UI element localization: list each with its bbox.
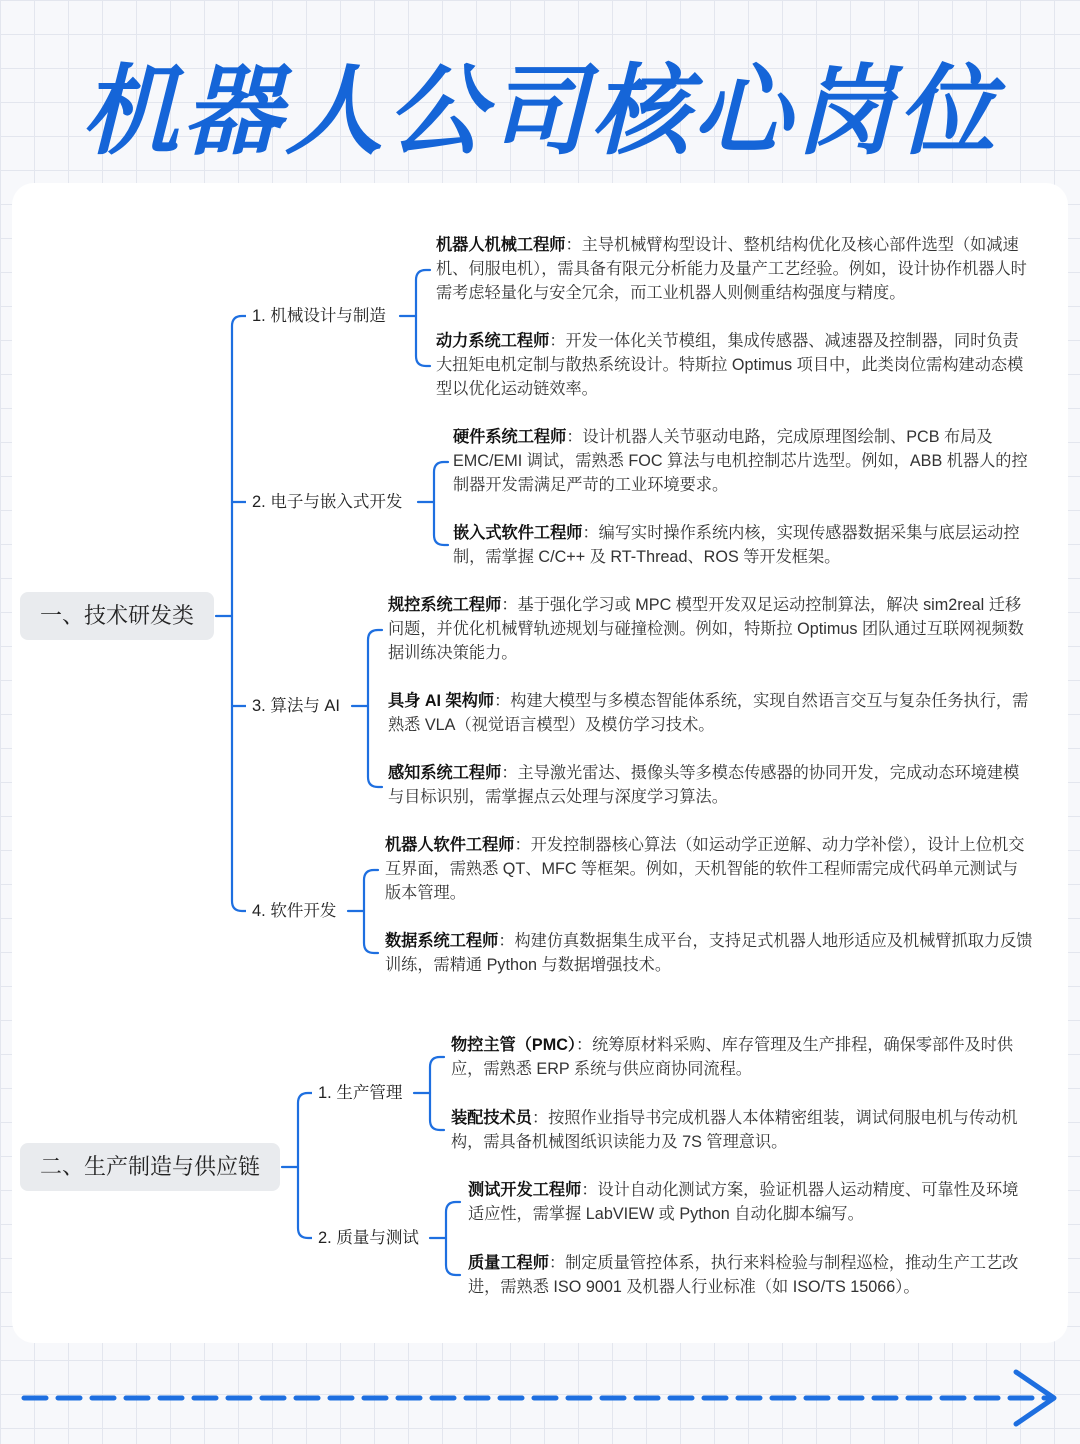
role-quality-engineer: 质量工程师：制定质量管控体系，执行来料检验与制程巡检，推动生产工艺改进，需熟悉 ISO 9001 及机器人行业标准（如 ISO/TS 15066）。: [468, 1254, 1019, 1296]
role-data-system-engineer: 数据系统工程师：构建仿真数据集生成平台，支持足式机器人地形适应及机械臂抓取力反馈训练，需精通 Python 与数据增强技术。: [385, 932, 1033, 974]
role-embodied-ai-architect: 具身 AI 架构师：构建大模型与多模态智能体系统，实现自然语言交互与复杂任务执行，需熟悉 VLA（视觉语言模型）及模仿学习技术。: [388, 692, 1029, 734]
role-robot-software-engineer: 机器人软件工程师：开发控制器核心算法（如运动学正逆解、动力学补偿），设计上位机交互界面，需熟悉 QT、MFC 等框架。例如，天机智能的软件工程师需完成代码单元测试与版本管理。: [385, 836, 1025, 902]
role-test-dev-engineer: 测试开发工程师：设计自动化测试方案，验证机器人运动精度、可靠性及环境适应性，需掌握 LabVIEW 或 Python 自动化脚本编写。: [468, 1181, 1019, 1223]
role-embedded-software-engineer: 嵌入式软件工程师：编写实时操作系统内核，实现传感器数据采集与底层运动控制，需掌握 C/C++ 及 RT-Thread、ROS 等开发框架。: [453, 524, 1020, 566]
role-assembly-technician: 装配技术员：按照作业指导书完成机器人本体精密组装，调试伺服电机与传动机构，需具备机械图纸识读能力及 7S 管理意识。: [451, 1109, 1018, 1151]
sub-electronics-embedded: 2. 电子与嵌入式开发: [246, 490, 408, 514]
role-planning-control-engineer: 规控系统工程师：基于强化学习或 MPC 模型开发双足运动控制算法，解决 sim2real 迁移问题，并优化机械臂轨迹规划与碰撞检测。例如，特斯拉 Optimus 团队通过互联网视频数据训练决策能力。: [388, 596, 1024, 662]
category-manufacturing-supply: 二、生产制造与供应链: [20, 1143, 280, 1191]
sub-production-management: 1. 生产管理: [312, 1081, 408, 1105]
role-pmc-supervisor: 物控主管（PMC）：统筹原材料采购、库存管理及生产排程，确保零部件及时供应，需熟悉 ERP 系统与供应商协同流程。: [451, 1036, 1014, 1078]
sub-mechanical-design: 1. 机械设计与制造: [246, 304, 392, 328]
sub-software-dev: 4. 软件开发: [246, 899, 342, 923]
role-mechanical-engineer: 机器人机械工程师：主导机械臂构型设计、整机结构优化及核心部件选型（如减速机、伺服电机），需具备有限元分析能力及量产工艺经验。例如，设计协作机器人时需考虑轻量化与安全冗余，而工业机器人则侧重结构强度与精度。: [436, 236, 1027, 302]
role-perception-engineer: 感知系统工程师：主导激光雷达、摄像头等多模态传感器的协同开发，完成动态环境建模与目标识别，需掌握点云处理与深度学习算法。: [388, 764, 1020, 806]
sub-algorithm-ai: 3. 算法与 AI: [246, 694, 346, 718]
role-power-system-engineer: 动力系统工程师：开发一体化关节模组，集成传感器、减速器及控制器，同时负责大扭矩电机定制与散热系统设计。特斯拉 Optimus 项目中，此类岗位需构建动态模型以优化运动链效率。: [436, 332, 1024, 398]
role-hardware-engineer: 硬件系统工程师：设计机器人关节驱动电路，完成原理图绘制、PCB 布局及 EMC/EMI 调试，需熟悉 FOC 算法与电机控制芯片选型。例如，ABB 机器人的控制器开发需满足严苛的工业环境要求。: [453, 428, 1028, 494]
page-title: 机器人公司核心岗位: [80, 55, 999, 169]
sub-quality-testing: 2. 质量与测试: [312, 1226, 425, 1250]
category-tech-rd: 一、技术研发类: [20, 592, 214, 640]
